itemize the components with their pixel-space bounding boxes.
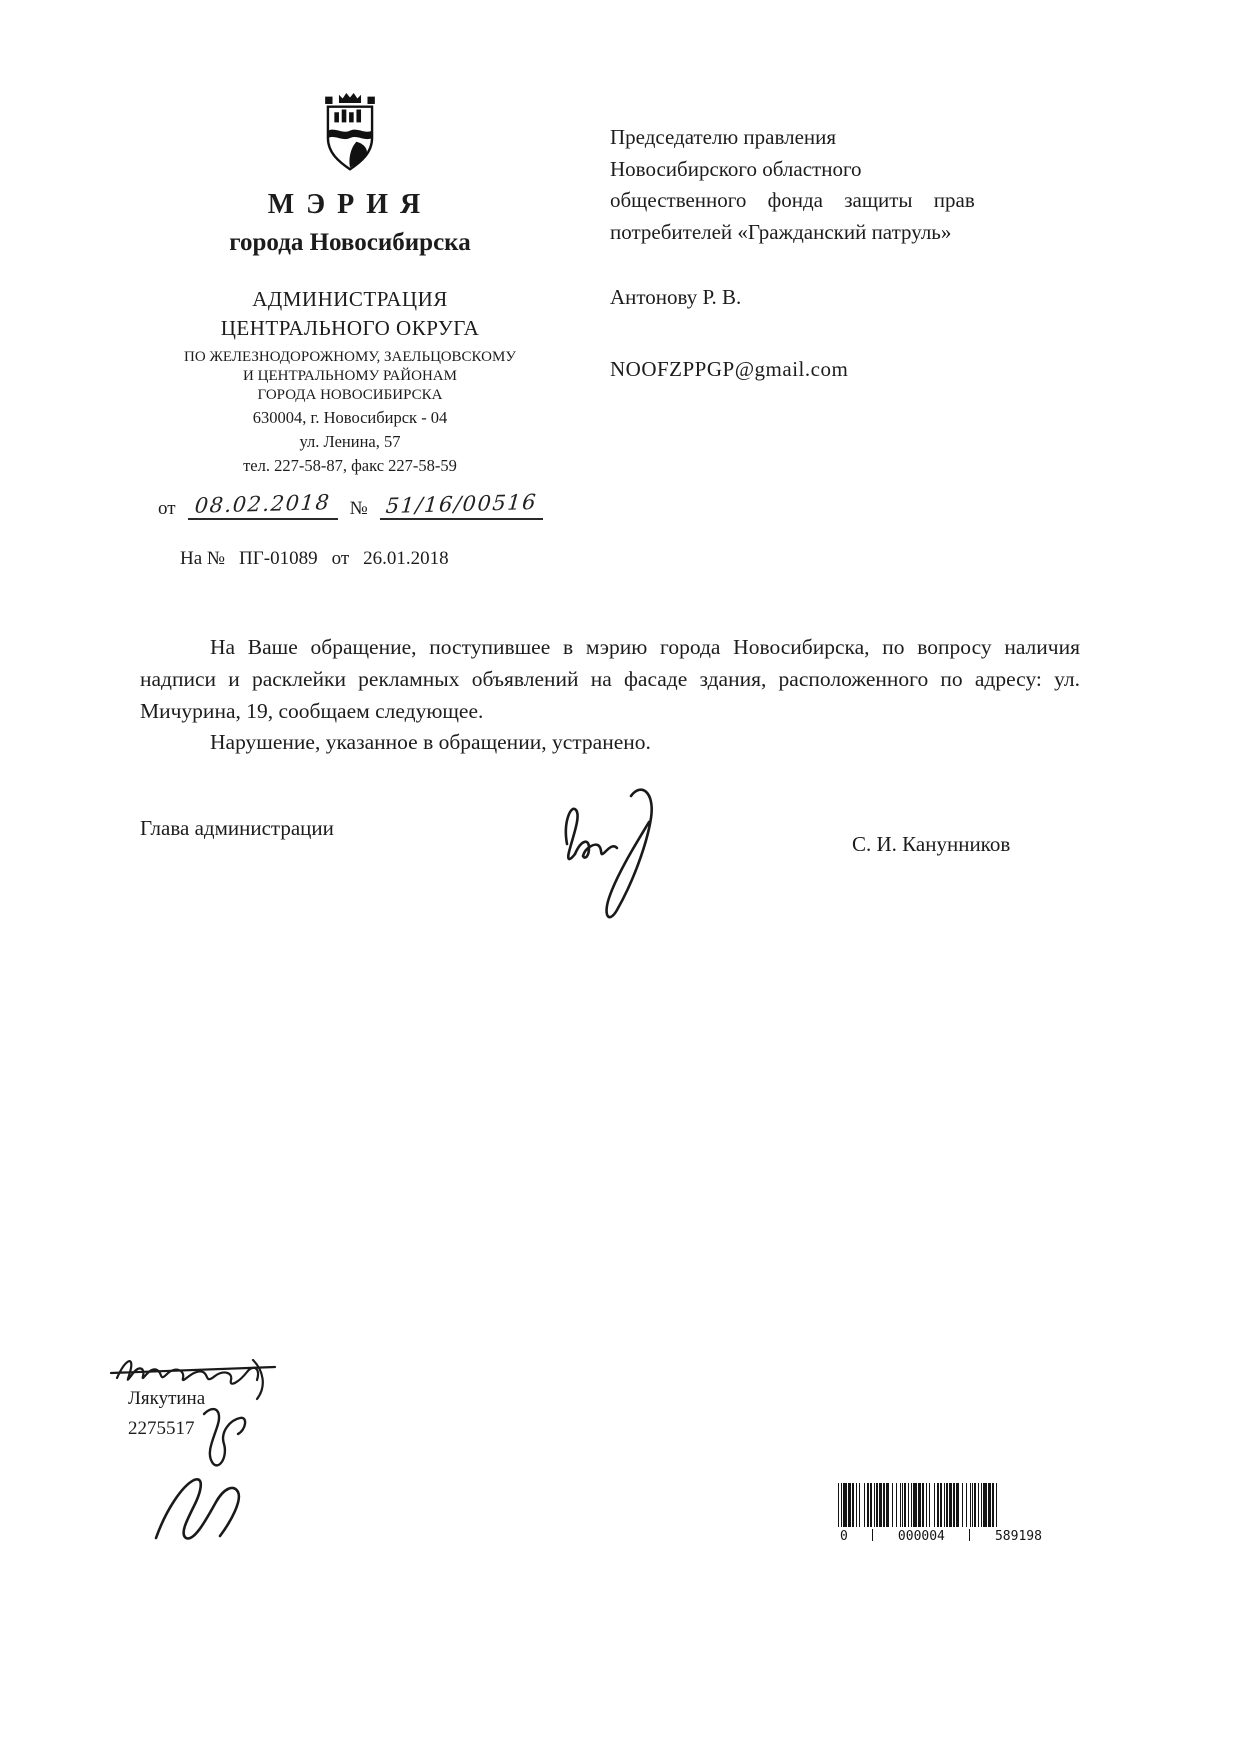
recipient-line: потребителей «Гражданский патруль» xyxy=(610,219,952,244)
novosibirsk-coat-of-arms-icon xyxy=(304,90,396,175)
number-label: № xyxy=(349,498,368,519)
barcode-digit-group: 0 xyxy=(840,1529,848,1544)
body-paragraph-2: Нарушение, указанное в обращении, устранено. xyxy=(210,730,651,755)
body-paragraph-1: На Ваше обращение, поступившее в мэрию города Новосибирска, по вопросу наличия надписи и расклейки рекламных объявлений на фасаде здания, расположенного по адресу: ул. Мичурина, 19, сообщаем следующее. xyxy=(140,635,1080,723)
dept-sub3: ГОРОДА НОВОСИБИРСКА xyxy=(257,387,443,403)
barcode-guard-mark xyxy=(872,1529,873,1541)
recipient-line: Новосибирского областного xyxy=(610,156,862,181)
handwritten-date: 08.02.2018 xyxy=(193,490,332,518)
barcode xyxy=(838,1483,1044,1544)
executor-phone: 2275517 xyxy=(128,1418,195,1439)
recipient-email: NOOFZPPGP@gmail.com xyxy=(610,356,849,381)
letter-body xyxy=(140,632,1080,759)
dept-line1: АДМИНИСТРАЦИЯ xyxy=(252,287,448,311)
signer-title: Глава администрации xyxy=(140,816,334,840)
postal-address: 630004, г. Новосибирск - 04 xyxy=(252,408,448,427)
handwritten-flourish-large xyxy=(142,1472,252,1550)
recipient-name: Антонову Р. В. xyxy=(610,285,742,309)
org-name-line1: МЭРИЯ xyxy=(267,189,433,220)
executor-name: Лякутина xyxy=(128,1388,206,1409)
reply-from-label: от xyxy=(331,548,350,569)
incoming-reference-line xyxy=(180,548,449,570)
recipient-line: Председателю правления xyxy=(610,125,837,149)
outgoing-reference-line xyxy=(158,492,578,520)
barcode-bars xyxy=(838,1483,1044,1527)
barcode-guard-mark xyxy=(969,1529,970,1541)
barcode-digit-group: 589198 xyxy=(994,1529,1042,1544)
handwritten-number: 51/16/00516 xyxy=(384,490,538,518)
recipient-block xyxy=(610,122,1090,385)
reply-date: 26.01.2018 xyxy=(363,548,449,569)
org-name-line2: города Новосибирска xyxy=(229,229,471,256)
barcode-numbers xyxy=(838,1529,1044,1544)
letterhead xyxy=(150,90,550,476)
dept-sub1: ПО ЖЕЛЕЗНОДОРОЖНОМУ, ЗАЕЛЬЦОВСКОМУ xyxy=(184,349,516,365)
reply-number: ПГ-01089 xyxy=(239,548,318,569)
street-address: ул. Ленина, 57 xyxy=(299,432,401,451)
reply-prefix: На № xyxy=(180,548,226,569)
from-label: от xyxy=(158,498,176,519)
outgoing-date-blank xyxy=(188,492,338,520)
signer-name: С. И. Канунников xyxy=(852,832,1011,856)
handwritten-flourish-small xyxy=(192,1402,262,1482)
phone-fax: тел. 227-58-87, факс 227-58-59 xyxy=(243,456,457,475)
barcode-digit-group: 000004 xyxy=(897,1529,945,1544)
outgoing-number-blank xyxy=(380,492,543,520)
dept-sub2: И ЦЕНТРАЛЬНОМУ РАЙОНАМ xyxy=(243,368,457,384)
dept-line2: ЦЕНТРАЛЬНОГО ОКРУГА xyxy=(220,316,480,340)
handwritten-signature-main xyxy=(545,778,675,928)
recipient-line: общественного фонда защиты прав xyxy=(610,188,975,212)
